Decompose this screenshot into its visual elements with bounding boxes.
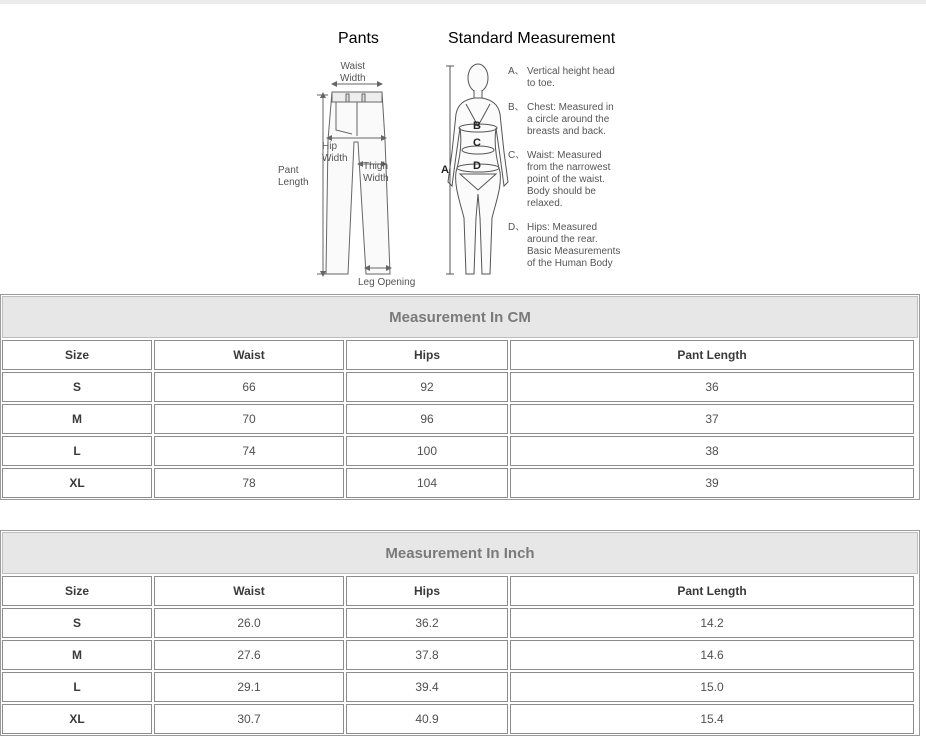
body-letter-c: C — [473, 137, 481, 149]
table-row — [1, 671, 919, 703]
waist-cell: 78 — [154, 468, 344, 498]
pant-length-label: Pant Length — [278, 165, 309, 188]
header-waist: Waist — [154, 340, 344, 370]
hips-cell: 96 — [346, 404, 508, 434]
pant-length-cell: 15.4 — [510, 704, 914, 734]
table-row — [1, 467, 919, 499]
note-b: B、 Chest: Measured in a circle around the breasts and back. — [508, 102, 614, 137]
waist-cell: 74 — [154, 436, 344, 466]
waist-cell: 29.1 — [154, 672, 344, 702]
standard-measurement-title: Standard Measurement — [448, 30, 616, 47]
size-cell: M — [2, 404, 152, 434]
hip-width-label: Hip Width — [322, 141, 348, 164]
waist-cell: 70 — [154, 404, 344, 434]
header-hips: Hips — [346, 340, 508, 370]
waist-cell: 27.6 — [154, 640, 344, 670]
pant-length-cell: 15.0 — [510, 672, 914, 702]
top-strip — [0, 0, 926, 4]
hips-cell: 92 — [346, 372, 508, 402]
table-row — [1, 371, 919, 403]
pants-title: Pants — [338, 30, 379, 47]
hips-cell: 37.8 — [346, 640, 508, 670]
hips-cell: 36.2 — [346, 608, 508, 638]
header-size: Size — [2, 576, 152, 606]
header-hips: Hips — [346, 576, 508, 606]
waist-cell: 30.7 — [154, 704, 344, 734]
note-a: A、 Vertical height head to toe. — [508, 66, 615, 89]
pant-length-cell: 14.6 — [510, 640, 914, 670]
pant-length-cell: 39 — [510, 468, 914, 498]
cm-table-title: Measurement In CM — [2, 296, 918, 338]
inch-table-title: Measurement In Inch — [2, 532, 918, 574]
size-cell: L — [2, 672, 152, 702]
table-row — [1, 639, 919, 671]
leg-opening-label: Leg Opening — [358, 277, 416, 288]
inch-size-table — [0, 530, 920, 736]
cm-size-table — [0, 294, 920, 500]
note-d: D、 Hips: Measured around the rear. Basic Measurements of the Human Body — [508, 222, 621, 269]
size-cell: S — [2, 608, 152, 638]
header-pant-length: Pant Length — [510, 340, 914, 370]
note-c: C、 Waist: Measured from the narrowest point of the waist. Body should be relaxed. — [508, 150, 611, 209]
table-row — [1, 703, 919, 735]
pant-length-cell: 37 — [510, 404, 914, 434]
waist-cell: 26.0 — [154, 608, 344, 638]
header-waist: Waist — [154, 576, 344, 606]
hips-cell: 40.9 — [346, 704, 508, 734]
table-header-row — [1, 339, 919, 371]
thigh-width-label: Thigh Width — [363, 161, 389, 184]
size-cell: XL — [2, 704, 152, 734]
body-letter-d: D — [473, 160, 481, 172]
size-cell: M — [2, 640, 152, 670]
pant-length-cell: 38 — [510, 436, 914, 466]
table-row — [1, 403, 919, 435]
size-cell: S — [2, 372, 152, 402]
measurement-diagram — [270, 22, 660, 294]
waist-cell: 66 — [154, 372, 344, 402]
table-row — [1, 607, 919, 639]
table-row — [1, 435, 919, 467]
size-cell: L — [2, 436, 152, 466]
measurement-notes — [508, 66, 648, 282]
pant-length-cell: 14.2 — [510, 608, 914, 638]
header-pant-length: Pant Length — [510, 576, 914, 606]
hips-cell: 39.4 — [346, 672, 508, 702]
body-letter-a: A — [441, 164, 449, 176]
table-header-row — [1, 575, 919, 607]
waist-width-label: Waist Width — [340, 61, 366, 84]
size-cell: XL — [2, 468, 152, 498]
hips-cell: 100 — [346, 436, 508, 466]
header-size: Size — [2, 340, 152, 370]
body-letter-b: B — [473, 120, 481, 132]
hips-cell: 104 — [346, 468, 508, 498]
pant-length-cell: 36 — [510, 372, 914, 402]
